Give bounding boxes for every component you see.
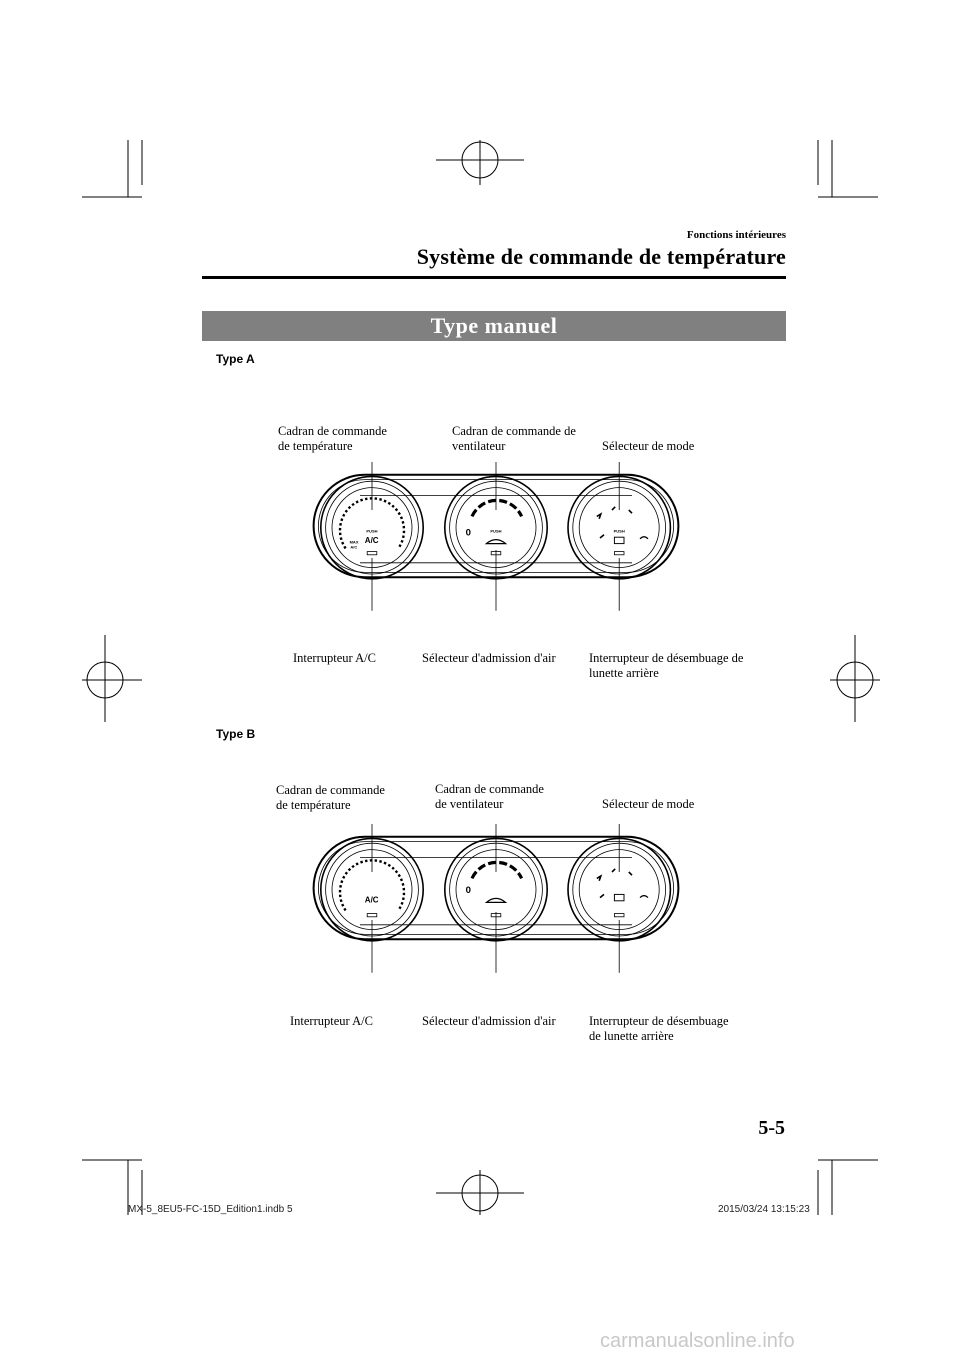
callout-mode-selector-b: Sélecteur de mode [602, 797, 695, 811]
callout-rear-defog-a: Interrupteur de désembuage de lunette arrière [589, 651, 744, 680]
svg-text:A/C: A/C [350, 544, 358, 550]
section-name: Fonctions intérieures [686, 229, 786, 241]
callout-air-intake-b: Sélecteur d'admission d'air [422, 1014, 556, 1028]
page-title: Système de commande de température [416, 244, 786, 269]
svg-text:A/C: A/C [364, 535, 379, 545]
title-rule [202, 276, 786, 279]
callout-temp-dial-b: Cadran de commande de température [276, 783, 385, 812]
type-a-control-panel [266, 462, 726, 622]
svg-text:A/C: A/C [364, 895, 379, 905]
type-b-label: Type B [216, 727, 256, 741]
svg-text:PUSH: PUSH [613, 528, 625, 534]
callout-fan-dial-a: Cadran de commande de ventilateur [452, 424, 576, 453]
type-a-label: Type A [216, 352, 255, 366]
banner-title: Type manuel [202, 311, 786, 341]
footer-timestamp: 2015/03/24 13:15:23 [718, 1204, 810, 1215]
svg-text:0: 0 [465, 527, 471, 539]
callout-rear-defog-b: Interrupteur de désembuage de lunette arrière [589, 1014, 729, 1043]
type-b-control-panel [266, 824, 726, 984]
svg-text:PUSH: PUSH [490, 528, 502, 534]
callout-ac-switch-a: Interrupteur A/C [293, 651, 376, 665]
callout-fan-dial-b: Cadran de commande de ventilateur [435, 782, 544, 811]
svg-text:PUSH: PUSH [366, 528, 378, 534]
footer-filename: MX-5_8EU5-FC-15D_Edition1.indb 5 [128, 1204, 293, 1215]
callout-ac-switch-b: Interrupteur A/C [290, 1014, 373, 1028]
callout-mode-selector-a: Sélecteur de mode [602, 439, 695, 453]
callout-temp-dial-a: Cadran de commande de température [278, 424, 387, 453]
svg-text:0: 0 [465, 884, 471, 896]
callout-air-intake-a: Sélecteur d'admission d'air [422, 651, 556, 665]
svg-text:MAX: MAX [349, 539, 359, 545]
watermark: carmanualsonline.info [600, 1330, 795, 1352]
page-number: 5-5 [758, 1117, 785, 1139]
